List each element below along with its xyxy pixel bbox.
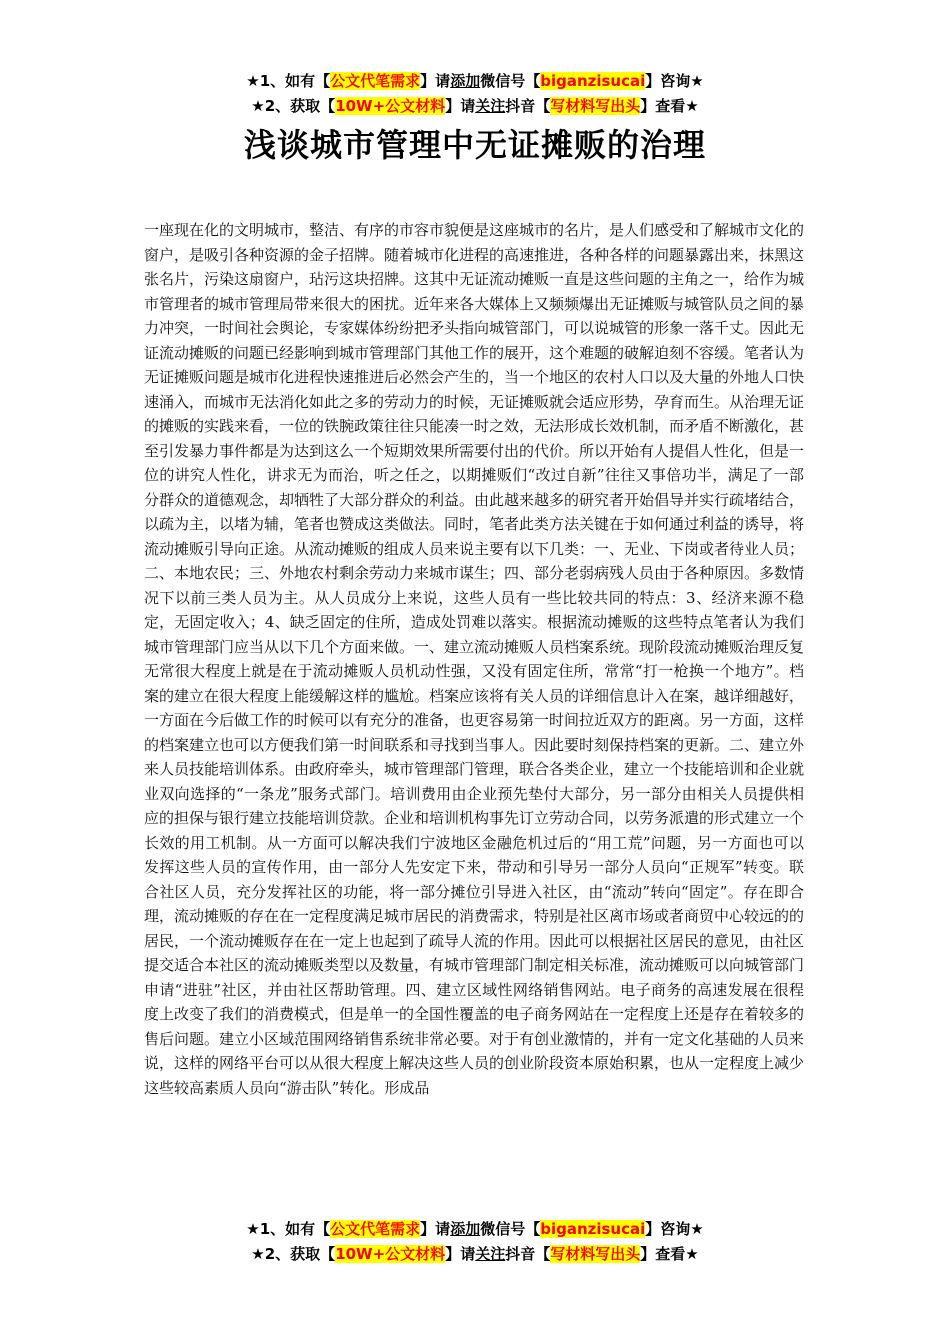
star-icon: ★ [251,97,265,115]
promo-banner-line2-top: ★2、获取【10W+公文材料】请关注抖音【写材料写出头】查看★ [251,97,699,115]
highlight-materials: 10W+公文材料 [335,1245,446,1263]
highlight-douyin: 写材料写出头 [550,1245,641,1263]
highlight-wechat-id: biganzisucai [540,1220,646,1238]
highlight-ghostwriting: 公文代笔需求 [330,72,421,90]
highlight-ghostwriting: 公文代笔需求 [330,1220,421,1238]
body-paragraph: 一座现在化的文明城市，整洁、有序的市容市貌便是这座城市的名片，是人们感受和了解城市文化的窗户，是吸引各种资源的金子招牌。随着城市化进程的高速推进，各种各样的问题暴露出来，抹黑这张名片，污染这扇窗户，玷污这块招牌。这其中无证流动摊贩一直是这些问题的主角之一，给作为城市管理者的城市管理局带来很大的困扰。近年来各大媒体上又频频爆出无证摊贩与城管队员之间的暴力冲突，一时间社会舆论，专家媒体纷纷把矛头指向城管部门，可以说城管的形象一落千丈。因此无证流动摊贩的问题已经影响到城市管理部门其他工作的展开，这个难题的破解迫刻不容缓。笔者认为无证摊贩问题是城市化进程快速推进后必然会产生的，当一个地区的农村人口以及大量的外地人口快速涌入，而城市无法消化如此之多的劳动力的时候，无证摊贩就会适应形势，孕育而生。从治理无证的摊贩的实践来看，一位的铁腕政策往往只能凑一时之效，无法形成长效机制，而矛盾不断激化，甚至引发暴力事件都是为达到这么一个短期效果所需要付出的代价。所以开始有人提倡人性化，但是一位的讲究人性化，讲求无为而治，听之任之，以期摊贩们“改过自新”往往又事倍功半，满足了一部分群众的道德观念，却牺牲了大部分群众的利益。由此越来越多的研究者开始倡导并实行疏堵结合，以疏为主，以堵为辅，笔者也赞成这类做法。同时，笔者此类方法关键在于如何通过利益的诱导，将流动摊贩引导向正途。从流动摊贩的组成人员来说主要有以下几类：一、无业、下岗或者待业人员；二、本地农民；三、外地农村剩余劳动力来城市谋生；四、部分老弱病残人员由于各种原因。多数情况下以前三类人员为主。从人员成分上来说，这些人员有一些比较共同的特点：3、经济来源不稳定，无固定收入；4、缺乏固定的住所，造成处罚难以落实。根据流动摊贩的这些特点笔者认为我们城市管理部门应当从以下几个方面来做。一、建立流动摊贩人员档案系统。现阶段流动摊贩治理反复无常很大程度上就是在于流动摊贩人员机动性强，又没有固定住所，常常“打一枪换一个地方”。档案的建立在很大程度上能缓解这样的尴尬。档案应该将有关人员的详细信息计入在案，越详细越好，一方面在今后做工作的时候可以有充分的准备，也更容易第一时间拉近双方的距离。另一方面，这样的档案建立也可以方便我们第一时间联系和寻找到当事人。因此要时刻保持档案的更新。二、建立外来人员技能培训体系。由政府牵头，城市管理部门管理，联合各类企业，建立一个技能培训和企业就业双向选择的“一条龙”服务式部门。培训费用由企业预先垫付大部分，另一部分由相关人员提供相应的担保与银行建立技能培训贷款。企业和培训机构事先订立劳动合同，以劳务派遣的形式建立一个长效的用工机制。从一方面可以解决我们宁波地区金融危机过后的“用工荒”问题，另一方面也可以发挥这些人员的宣传作用，由一部分人先安定下来，带动和引导另一部分人员向“正规军”转变。联合社区人员，充分发挥社区的功能，将一部分摊位引导进入社区，由“流动”转向“固定”。存在即合理，流动摊贩的存在在一定程度满足城市居民的消费需求，特别是社区离市场或者商贸中心较远的的居民，一个流动摊贩存在在一定上也起到了疏导人流的作用。因此可以根据社区居民的意见，由社区提交适合本社区的流动摊贩类型以及数量，有城市管理部门制定相关标准，流动摊贩可以向城管部门申请“进驻”社区，并由社区帮助管理。四、建立区域性网络销售网站。电子商务的高速发展在很程度上改变了我们的消费模式，但是单一的全国性覆盖的电子商务网站在一定程度上还是存在着较多的售后问题。建立小区域范围网络销售系统非常必要。对于有创业激情的，并有一定文化基础的人员来说，这样的网络平台可以从很大程度上解决这些人员的创业阶段资本原始积累，也从一定程度上减少这些较高素质人员向“游击队”转化。形成品 [144,221,804,1097]
promo-banner-line2-bottom: ★2、获取【10W+公文材料】请关注抖音【写材料写出头】查看★ [251,1245,699,1263]
highlight-wechat-id: biganzisucai [540,72,646,90]
star-icon: ★ [246,72,260,90]
promo-banner-line1-top: ★1、如有【公文代笔需求】请添加微信号【biganzisucai】咨询★ [246,72,704,90]
promo-banner-line1-bottom: ★1、如有【公文代笔需求】请添加微信号【biganzisucai】咨询★ [246,1220,704,1238]
highlight-materials: 10W+公文材料 [335,97,446,115]
document-title: 浅谈城市管理中无证摊贩的治理 [243,126,706,164]
star-icon: ★ [251,1245,265,1263]
star-icon: ★ [246,1220,260,1238]
highlight-douyin: 写材料写出头 [550,97,641,115]
